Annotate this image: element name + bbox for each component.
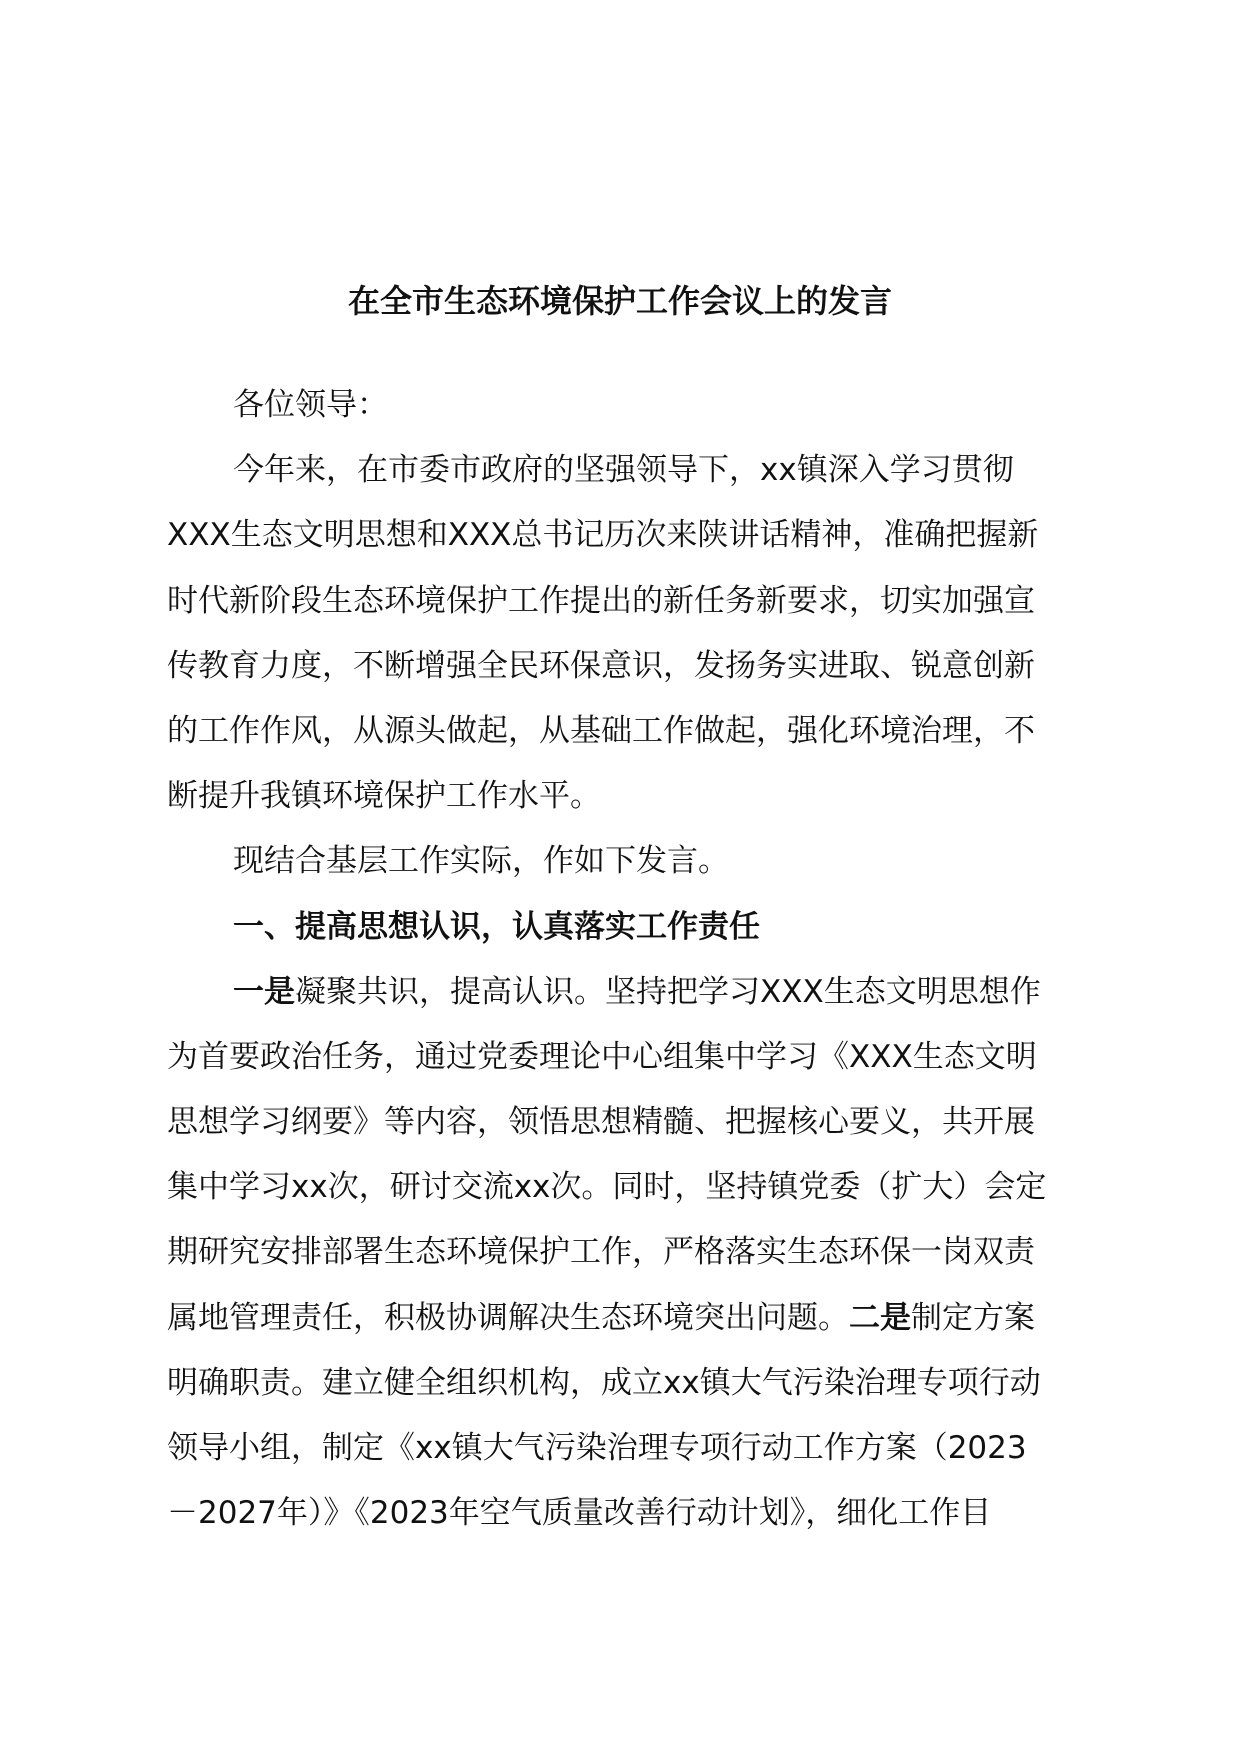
emphasis-text: 一是: [233, 973, 295, 1010]
paragraph-line: 传教育力度，不断增强全民环保意识，发扬务实进取、锐意创新: [167, 647, 1035, 684]
paragraph-line: XXX生态文明思想和XXX总书记历次来陕讲话精神，准确把握新: [167, 517, 1039, 554]
paragraph-line: 领导小组，制定《xx镇大气污染治理专项行动工作方案（2023: [167, 1430, 1027, 1466]
paragraph-line: 断提升我镇环境保护工作水平。: [167, 778, 601, 815]
paragraph-line: 期研究安排部署生态环境保护工作，严格落实生态环保一岗双责: [167, 1234, 1035, 1271]
paragraph-line: 今年来，在市委市政府的坚强领导下，xx镇深入学习贯彻: [233, 452, 1014, 489]
paragraph-line: 时代新阶段生态环境保护工作提出的新任务新要求，切实加强宣: [167, 582, 1035, 619]
paragraph-line: 为首要政治任务，通过党委理论中心组集中学习《XXX生态文明: [167, 1038, 1037, 1075]
section-heading: 一、提高思想认识，认真落实工作责任: [233, 908, 760, 945]
paragraph-line: －2027年）》《2023年空气质量改善行动计划》，细化工作目: [167, 1495, 992, 1532]
paragraph-text: 属地管理责任，积极协调解决生态环境突出问题。: [167, 1299, 849, 1336]
paragraph-line: 集中学习xx次，研讨交流xx次。同时，坚持镇党委（扩大）会定: [167, 1169, 1047, 1206]
paragraph-line: 明确职责。建立健全组织机构，成立xx镇大气污染治理专项行动: [167, 1364, 1041, 1401]
paragraph-line: 现结合基层工作实际，作如下发言。: [233, 843, 729, 880]
document-title: 在全市生态环境保护工作会议上的发言: [347, 282, 892, 320]
salutation: 各位领导：: [233, 387, 388, 423]
paragraph-line: [167, 960, 1117, 1025]
paragraph-text: 制定方案: [911, 1299, 1035, 1336]
paragraph-line: 思想学习纲要》等内容，领悟思想精髓、把握核心要义，共开展: [167, 1104, 1035, 1141]
paragraph-text: 凝聚共识，提高认识。坚持把学习XXX生态文明思想作: [295, 973, 1041, 1010]
paragraph-line: 的工作作风，从源头做起，从基础工作做起，强化环境治理，不: [167, 712, 1035, 749]
document-body: [167, 373, 1117, 1546]
emphasis-text: 二是: [849, 1299, 911, 1336]
paragraph-line: [167, 1286, 1117, 1351]
